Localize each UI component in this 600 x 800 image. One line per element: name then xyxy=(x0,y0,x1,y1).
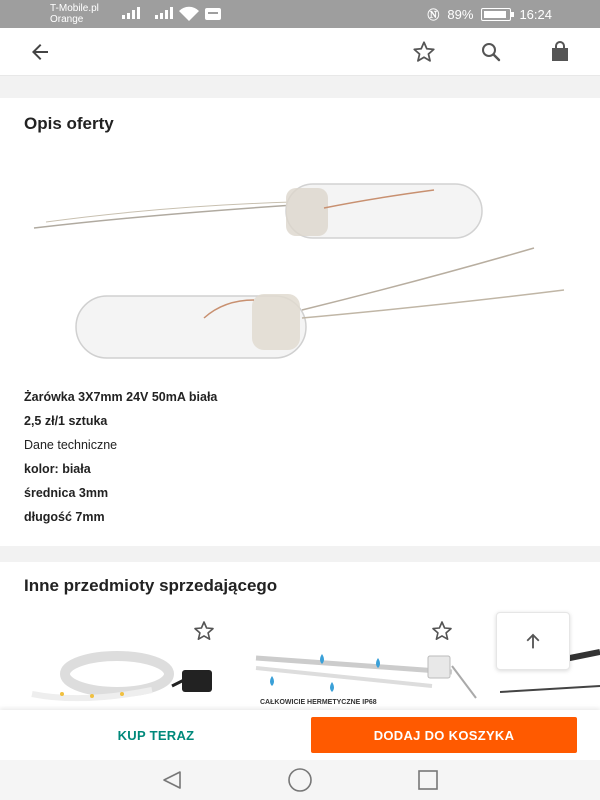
star-outline-icon[interactable] xyxy=(191,619,217,648)
buy-now-button[interactable]: KUP TERAZ xyxy=(117,727,195,743)
scroll-to-top-button[interactable] xyxy=(496,612,570,670)
section-divider xyxy=(0,76,600,98)
shopping-bag-icon[interactable] xyxy=(540,28,580,76)
nav-home-icon[interactable] xyxy=(270,760,330,800)
description-line-length: długość 7mm xyxy=(24,510,105,524)
app-bar xyxy=(0,28,600,76)
description-line-color: kolor: biała xyxy=(24,462,91,476)
battery-icon xyxy=(481,8,511,21)
clock: 16:24 xyxy=(519,7,552,22)
nav-recents-icon[interactable] xyxy=(398,760,458,800)
wifi-icon xyxy=(178,6,200,22)
carrier-info xyxy=(50,3,99,25)
nfc-icon: Ⓝ xyxy=(427,8,440,22)
search-icon[interactable] xyxy=(471,28,511,76)
bottom-action-bar xyxy=(0,710,600,760)
offer-description-title: Opis oferty xyxy=(24,114,114,133)
star-outline-icon[interactable] xyxy=(404,28,444,76)
add-to-cart-button[interactable]: DODAJ DO KOSZYKA xyxy=(311,717,577,753)
offer-description-section xyxy=(0,98,600,546)
card-2-image-text: CAŁKOWICIE HERMETYCZNE IP68 xyxy=(260,699,377,706)
led-strip-product-image[interactable] xyxy=(22,646,232,706)
signal-strength-icon xyxy=(155,7,173,19)
status-bar xyxy=(0,0,600,28)
waterproof-strip-product-image[interactable] xyxy=(252,646,480,708)
message-icon xyxy=(204,7,222,21)
battery-percent: 89% xyxy=(447,7,474,22)
other-items-title: Inne przedmioty sprzedającego xyxy=(24,576,278,595)
description-line-price: 2,5 zł/1 sztuka xyxy=(24,414,108,428)
carrier-primary: T-Mobile.pl xyxy=(50,3,99,14)
description-line-technical-data: Dane techniczne xyxy=(24,438,118,452)
signal-strength-icon xyxy=(122,7,140,19)
nav-back-icon[interactable] xyxy=(142,760,202,800)
description-line-product-name: Żarówka 3X7mm 24V 50mA biała xyxy=(24,390,218,404)
back-arrow-icon[interactable] xyxy=(20,28,60,76)
system-navigation-bar xyxy=(0,760,600,800)
carrier-secondary: Orange xyxy=(50,14,84,25)
arrow-up-icon xyxy=(522,630,544,652)
status-right xyxy=(427,6,552,23)
product-image[interactable] xyxy=(24,150,584,390)
section-divider xyxy=(0,546,600,562)
star-outline-icon[interactable] xyxy=(429,619,455,648)
description-line-diameter: średnica 3mm xyxy=(24,486,109,500)
